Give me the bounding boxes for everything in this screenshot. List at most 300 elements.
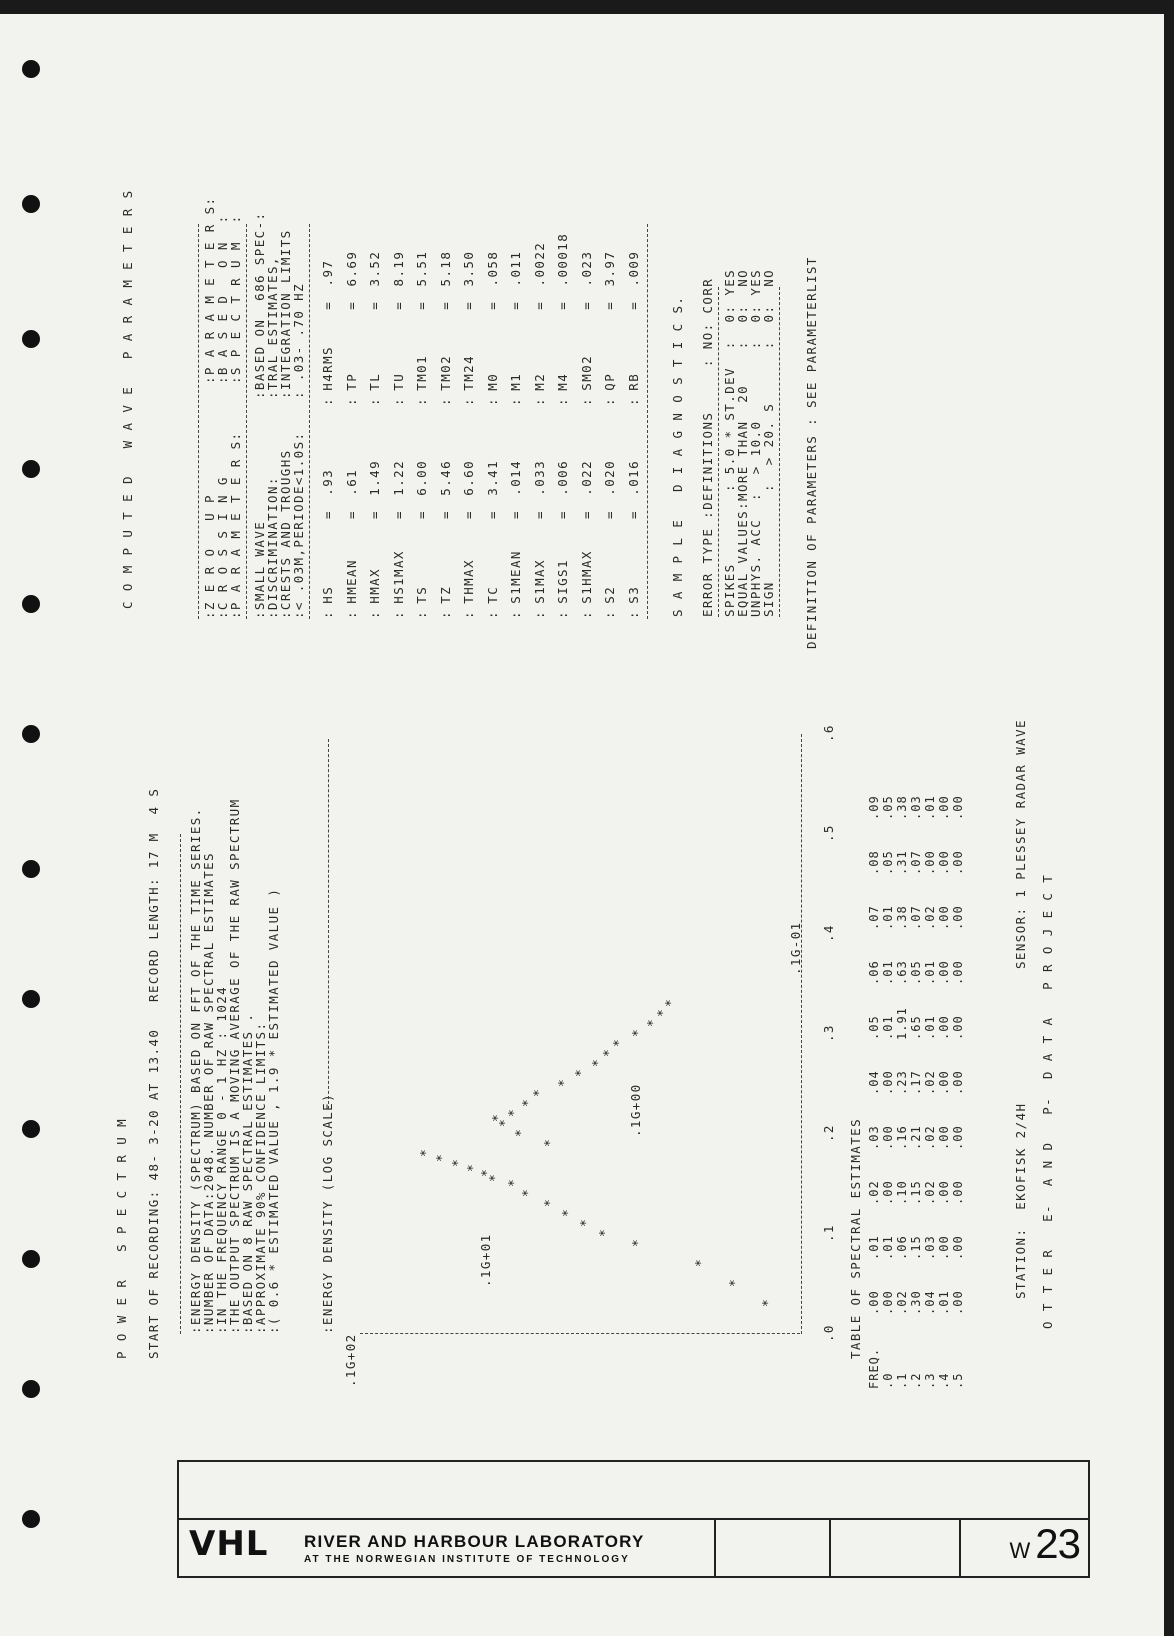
table-cell: .07 (909, 850, 923, 875)
wave-param-cell: 6.00 (414, 459, 429, 496)
punch-hole (22, 1380, 40, 1398)
desc-line: :THE OUTPUT SPECTRUM IS A MOVING AVERAGE OF THE RAW SPECTRUM (227, 798, 242, 1334)
table-cell: .01 (867, 1235, 881, 1260)
data-point: * (491, 1112, 506, 1122)
wave-param-cell: 1.49 (367, 459, 382, 496)
data-point: * (655, 1007, 671, 1017)
table-cell: .06 (895, 1235, 909, 1260)
wave-param-cell: = (320, 300, 335, 310)
table-cell: .04 (923, 1290, 937, 1315)
wave-param-cell: 5.46 (437, 459, 453, 496)
divider (718, 287, 719, 617)
data-point: * (480, 1167, 496, 1177)
data-point: * (602, 1047, 618, 1057)
table-cell: .10 (895, 1180, 909, 1205)
table-cell: .00 (937, 1015, 951, 1040)
wave-param-cell: .033 (531, 459, 547, 496)
wave-param-cell: : (343, 610, 359, 619)
table-cell: .00 (881, 1070, 895, 1095)
wave-param-cell: : (625, 610, 641, 619)
table-cell: .00 (951, 795, 965, 820)
wave-param-cell: = (578, 300, 594, 310)
wave-param-cell: = (414, 510, 429, 519)
wave-param-cell: M0 (484, 372, 500, 391)
wave-param-cell: : (484, 397, 500, 406)
table-cell: .06 (867, 960, 881, 985)
disc-line: :TRAL ESTIMATES, (265, 256, 280, 399)
recording-info: START OF RECORDING: 48- 3-20 AT 13.40 RECORD LENGTH: 17 M 4 S (146, 787, 161, 1359)
wave-param-cell: = (390, 510, 406, 519)
title-block (177, 1460, 1090, 1578)
table-cell: .07 (867, 905, 881, 930)
wave-param-cell: = (625, 510, 641, 519)
wave-param-cell: .61 (343, 468, 359, 496)
table-cell: .00 (951, 1070, 965, 1095)
wave-param-cell: : (461, 610, 476, 619)
wave-param-cell: = (555, 510, 570, 519)
wave-param-cell: HS1MAX (390, 550, 406, 604)
wave-param-cell: TC (484, 585, 500, 604)
zero-up-header: :Z E R O U P (202, 494, 217, 619)
station: STATION: EKOFISK 2/4H (1013, 1102, 1028, 1299)
desc-line: :BASED ON 8 RAW SPECTRAL ESTIMATES . (240, 1012, 255, 1334)
title-block-top-row (179, 1462, 1088, 1520)
table-cell: .01 (937, 1290, 951, 1315)
punch-hole (22, 595, 40, 613)
page-number (1010, 1520, 1080, 1568)
punch-hole (22, 1120, 40, 1138)
data-point: * (542, 1137, 558, 1147)
wave-param-cell: TM02 (437, 354, 453, 391)
wave-param-cell: .014 (508, 459, 523, 496)
wave-param-cell: = (461, 510, 476, 519)
data-point: * (520, 1097, 536, 1107)
wave-param-cell: = (555, 300, 570, 310)
wave-param-cell: : (367, 397, 382, 406)
table-cell: .00 (951, 850, 965, 875)
wave-param-cell: SIGS1 (555, 559, 570, 604)
table-cell: .0 (881, 1372, 895, 1389)
table-cell: .00 (937, 1125, 951, 1150)
wave-param-cell: 1.22 (390, 459, 406, 496)
table-cell: .00 (881, 1290, 895, 1315)
wave-param-cell: .93 (320, 468, 335, 496)
wave-param-cell: M2 (531, 372, 547, 391)
table-cell: .02 (923, 1070, 937, 1095)
data-point: * (513, 1127, 529, 1137)
table-cell: .05 (867, 1015, 881, 1040)
table-cell: .00 (951, 905, 965, 930)
wave-param-cell: : (367, 610, 382, 619)
wave-param-cell: TL (367, 372, 382, 391)
table-cell: .02 (923, 1125, 937, 1150)
crossing-header: :C R O S S I N G (215, 476, 230, 619)
wave-param-cell: M4 (555, 372, 570, 391)
wave-param-row (604, 189, 628, 619)
x-tick-label: .3 (821, 1024, 836, 1042)
wave-param-row (581, 189, 605, 619)
table-cell: .03 (909, 795, 923, 820)
table-cell: .02 (895, 1290, 909, 1315)
wave-param-cell: = (625, 300, 641, 310)
punch-hole (22, 60, 40, 78)
wave-param-cell: QP (602, 372, 617, 391)
data-point: * (631, 1237, 647, 1247)
punch-hole (22, 725, 40, 743)
wave-param-cell: = (367, 300, 382, 310)
wave-param-cell: M1 (508, 372, 523, 391)
lab-name: RIVER AND HARBOUR LABORATORY (304, 1532, 645, 1551)
desc-line: :NUMBER OF DATA:2048. NUMBER OF RAW SPECTRAL ESTIMATES (201, 852, 216, 1334)
wave-param-cell: TU (390, 372, 406, 391)
diagnostics-header: ERROR TYPE :DEFINITIONS : NO: CORR (700, 277, 715, 617)
wave-param-cell: HMAX (367, 568, 382, 604)
data-point: * (498, 1117, 514, 1127)
wave-param-cell: TM01 (414, 354, 429, 391)
wave-param-cell: 3.41 (484, 459, 500, 496)
data-point: * (611, 1037, 627, 1047)
wave-param-cell: : (414, 397, 429, 406)
wave-param-row (416, 189, 440, 619)
table-cell: .00 (937, 795, 951, 820)
wave-param-cell: : (414, 610, 429, 619)
table-cell: .63 (895, 960, 909, 985)
table-cell: .05 (909, 960, 923, 985)
data-point: * (507, 1177, 523, 1187)
table-cell: .38 (895, 905, 909, 930)
document-sheet (0, 14, 1164, 1636)
diagnostics-title: S A M P L E D I A G N O S T I C S. (670, 295, 685, 617)
wave-param-cell: .00018 (555, 232, 570, 287)
wave-param-cell: S1HMAX (578, 550, 594, 604)
wave-param-cell: 8.19 (390, 250, 406, 287)
divider (309, 224, 310, 619)
x-tick-label: .2 (821, 1124, 836, 1142)
wave-param-cell: .016 (625, 459, 641, 496)
data-point: * (578, 1217, 594, 1227)
wave-param-row (534, 189, 558, 619)
data-point: * (597, 1227, 613, 1237)
table-cell: .16 (895, 1125, 909, 1150)
title-block-cell (714, 1518, 716, 1576)
table-cell: .00 (937, 850, 951, 875)
x-tick-label: .5 (821, 824, 836, 842)
wave-param-cell: TZ (437, 585, 453, 604)
wave-param-cell: H4RMS (320, 346, 335, 391)
wave-param-cell: S1MEAN (508, 550, 523, 604)
wave-param-cell: : (578, 397, 594, 406)
table-cell: .01 (923, 960, 937, 985)
diagnostic-row: SIGN : > 20. S : 0: NO (761, 268, 776, 617)
wave-param-cell: : (437, 397, 453, 406)
table-cell: .00 (951, 960, 965, 985)
x-tick-label: .0 (821, 1324, 836, 1342)
wave-param-cell: : (555, 610, 570, 619)
table-title: TABLE OF SPECTRAL ESTIMATES (848, 1118, 863, 1359)
wave-param-cell: = (343, 300, 359, 310)
table-cell: .00 (881, 1125, 895, 1150)
wave-param-cell: : (390, 610, 406, 619)
table-cell: .17 (909, 1070, 923, 1095)
data-point: * (419, 1147, 435, 1157)
wave-param-cell: : (484, 610, 500, 619)
table-cell: .01 (923, 795, 937, 820)
definition-note: DEFINITION OF PARAMETERS : SEE PARAMETERLIST (804, 256, 819, 649)
punch-hole (22, 460, 40, 478)
vhl-logo: VHL (189, 1524, 269, 1564)
wave-param-cell: : (578, 610, 594, 619)
table-cell: FREQ. (867, 1347, 881, 1389)
wave-param-cell: RB (625, 372, 641, 391)
wave-param-cell: = (508, 300, 523, 310)
disc-line: :BASED ON 686 SPEC-: (252, 211, 267, 399)
wave-param-cell: S2 (602, 585, 617, 604)
title-block-cell (829, 1518, 831, 1576)
power-spectrum-title: P O W E R S P E C T R U M (114, 1118, 129, 1359)
wave-param-cell: = (531, 300, 547, 310)
wave-parameters-table (322, 189, 651, 619)
sensor: SENSOR: 1 PLESSEY RADAR WAVE (1013, 719, 1028, 969)
wave-param-cell: S1MAX (531, 559, 547, 604)
table-cell: .00 (923, 850, 937, 875)
x-tick-label: .6 (821, 724, 836, 742)
wave-param-cell: 3.52 (367, 250, 382, 287)
wave-param-cell: S3 (625, 585, 641, 604)
wave-param-cell: = (484, 300, 500, 310)
data-point: * (450, 1157, 466, 1167)
table-cell: .04 (867, 1070, 881, 1095)
wave-param-cell: 3.97 (602, 250, 617, 287)
disc-line: : .03- .70 HZ (291, 282, 306, 399)
wave-param-cell: : (625, 397, 641, 406)
disc-line: :< .03M,PERIODE<1.0S: (291, 431, 306, 619)
wave-param-cell: TP (343, 372, 359, 391)
page-prefix: W (1009, 1538, 1030, 1563)
punch-hole (22, 1250, 40, 1268)
data-point: * (542, 1197, 558, 1207)
table-cell: .03 (923, 1235, 937, 1260)
wave-param-cell: = (414, 300, 429, 310)
desc-line: :APPROXIMATE 90% CONFIDENCE LIMITS: (253, 1021, 268, 1334)
wave-param-cell: 3.50 (461, 250, 476, 287)
wave-param-cell: : (320, 397, 335, 406)
data-point: * (727, 1277, 743, 1287)
wave-param-cell: THMAX (461, 559, 476, 604)
table-cell: .2 (909, 1372, 923, 1389)
wave-param-cell: 5.51 (414, 250, 429, 287)
punch-hole (22, 1510, 40, 1528)
title-block-cell (959, 1518, 961, 1576)
data-point: * (573, 1067, 589, 1077)
table-cell: .00 (937, 960, 951, 985)
table-cell: .21 (909, 1125, 923, 1150)
wave-param-cell: : (320, 610, 335, 619)
divider (246, 224, 247, 619)
wave-param-cell: : (531, 610, 547, 619)
y-tick-label: .1G-01 (788, 921, 803, 975)
table-cell: .07 (909, 905, 923, 930)
table-cell: .02 (923, 905, 937, 930)
wave-param-row (369, 189, 393, 619)
wave-param-cell: SM02 (578, 354, 594, 391)
divider (647, 224, 648, 619)
data-point: * (557, 1077, 573, 1087)
y-tick-label: .1G+02 (343, 1333, 358, 1387)
table-cell: .00 (937, 1235, 951, 1260)
data-point: * (507, 1107, 523, 1117)
data-point: * (465, 1162, 481, 1172)
page-number-value: 23 (1035, 1520, 1080, 1567)
table-cell: .00 (951, 1235, 965, 1260)
data-point: * (631, 1027, 647, 1037)
wave-param-cell: .0022 (531, 241, 547, 287)
wave-param-cell: .97 (320, 259, 335, 287)
table-cell: .05 (881, 795, 895, 820)
y-tick-label: .1G+01 (478, 1233, 493, 1287)
wave-param-cell: = (390, 300, 406, 310)
wave-param-cell: HS (320, 585, 335, 604)
data-point: * (487, 1172, 503, 1182)
wave-param-cell: : (602, 610, 617, 619)
wave-param-cell: : (508, 610, 523, 619)
parameters-header-right: :P A R A M E T E R S: (202, 196, 217, 384)
project-title: O T T E R E- A N D P- D A T A P R O J E C T (1040, 873, 1055, 1329)
data-point: * (645, 1017, 661, 1027)
wave-param-cell: 5.18 (437, 250, 453, 287)
wave-param-cell: = (508, 510, 523, 519)
wave-params-title: C O M P U T E D W A V E P A R A M E T E R S (120, 189, 135, 609)
wave-param-cell: = (437, 300, 453, 310)
wave-param-cell: HMEAN (343, 559, 359, 604)
table-cell: .30 (909, 1290, 923, 1315)
wave-param-cell: : (602, 397, 617, 406)
table-cell: .00 (951, 1290, 965, 1315)
wave-param-cell: : (531, 397, 547, 406)
table-cell: .01 (881, 960, 895, 985)
x-tick-label: .1 (821, 1224, 836, 1242)
based-on-header: :B A S E D O N : (215, 214, 230, 384)
wave-param-cell: : (555, 397, 570, 406)
disc-line: :CRESTS AND TROUGHS (278, 449, 293, 619)
wave-param-row (440, 189, 464, 619)
wave-param-row (463, 189, 487, 619)
wave-param-cell: .011 (508, 250, 523, 287)
table-cell: .65 (909, 1015, 923, 1040)
table-cell: .00 (867, 1290, 881, 1315)
table-cell: .00 (951, 1015, 965, 1040)
table-cell: .00 (951, 1125, 965, 1150)
wave-parameters-panel (120, 189, 1024, 1089)
x-tick-label: .4 (821, 924, 836, 942)
data-point: * (520, 1187, 536, 1197)
punch-hole (22, 330, 40, 348)
data-point: * (694, 1257, 710, 1267)
wave-param-row (322, 189, 346, 619)
table-cell: .00 (937, 1070, 951, 1095)
punch-hole (22, 860, 40, 878)
data-point: * (590, 1057, 606, 1067)
table-cell: .31 (895, 850, 909, 875)
wave-param-cell: = (602, 300, 617, 310)
table-cell: .02 (867, 1180, 881, 1205)
wave-param-cell: : (437, 610, 453, 619)
disc-line: :DISCRIMINATION: (265, 476, 280, 619)
wave-param-cell: .006 (555, 459, 570, 496)
wave-param-cell: .020 (602, 459, 617, 496)
wave-param-row (393, 189, 417, 619)
table-cell: .09 (867, 795, 881, 820)
punch-hole (22, 990, 40, 1008)
table-cell: .03 (867, 1125, 881, 1150)
wave-param-cell: : (343, 397, 359, 406)
wave-param-cell: TM24 (461, 354, 476, 391)
table-cell: .38 (895, 795, 909, 820)
wave-param-cell: : (508, 397, 523, 406)
wave-param-row (346, 189, 370, 619)
y-tick-label: .1G+00 (628, 1083, 643, 1137)
table-cell: .00 (937, 905, 951, 930)
table-cell: .01 (881, 1015, 895, 1040)
diagnostic-row: UNPHYS. ACC : > 10.0 : 0: YES (748, 268, 763, 617)
wave-param-cell: = (320, 510, 335, 519)
wave-param-cell: = (484, 510, 500, 519)
table-cell: .4 (937, 1372, 951, 1389)
table-cell: .00 (881, 1180, 895, 1205)
data-point: * (664, 997, 680, 1007)
y-axis-label: :ENERGY DENSITY (LOG SCALE) (320, 1093, 335, 1334)
divider (198, 224, 199, 619)
desc-line: :IN THE FREQUENCY RANGE 0 - 1 HZ : 1024 (214, 985, 229, 1334)
disc-line: :INTEGRATION LIMITS (278, 229, 293, 399)
wave-param-cell: = (437, 510, 453, 519)
table-cell: 1.91 (895, 1007, 909, 1040)
wave-param-cell: = (531, 510, 547, 519)
table-cell: .23 (895, 1070, 909, 1095)
table-cell: .1 (895, 1372, 909, 1389)
wave-param-cell: .023 (578, 250, 594, 287)
table-cell: .15 (909, 1180, 923, 1205)
wave-param-cell: = (343, 510, 359, 519)
wave-param-cell: = (461, 300, 476, 310)
parameters-header: :P A R A M E T E R S: (228, 431, 243, 619)
divider (779, 287, 780, 617)
table-cell: .01 (881, 1235, 895, 1260)
table-cell: .08 (867, 850, 881, 875)
diagnostic-row: EQUAL VALUES:MORE THAN 20 : 0: NO (735, 268, 750, 617)
wave-param-cell: TS (414, 585, 429, 604)
wave-param-cell: : (390, 397, 406, 406)
wave-param-row (487, 189, 511, 619)
table-cell: .3 (923, 1372, 937, 1389)
wave-param-cell: .022 (578, 459, 594, 496)
wave-param-cell: : (461, 397, 476, 406)
wave-param-cell: .058 (484, 250, 500, 287)
table-cell: .01 (923, 1015, 937, 1040)
table-cell: .02 (923, 1180, 937, 1205)
wave-param-cell: .009 (625, 250, 641, 287)
wave-param-cell: 6.60 (461, 459, 476, 496)
data-point: * (531, 1087, 547, 1097)
wave-param-row (510, 189, 534, 619)
data-point: * (760, 1297, 776, 1307)
wave-param-cell: = (578, 510, 594, 519)
table-cell: .00 (937, 1180, 951, 1205)
y-axis (360, 1333, 800, 1334)
lab-subtitle: AT THE NORWEGIAN INSTITUTE OF TECHNOLOGY (304, 1554, 630, 1565)
desc-line: :( 0.6 * ESTIMATED VALUE , 1.9 * ESTIMATED VALUE ) (266, 887, 281, 1334)
desc-line: :ENERGY DENSITY (SPECTRUM) BASED ON FFT OF THE TIME SERIES. (188, 807, 203, 1334)
data-point: * (560, 1207, 576, 1217)
